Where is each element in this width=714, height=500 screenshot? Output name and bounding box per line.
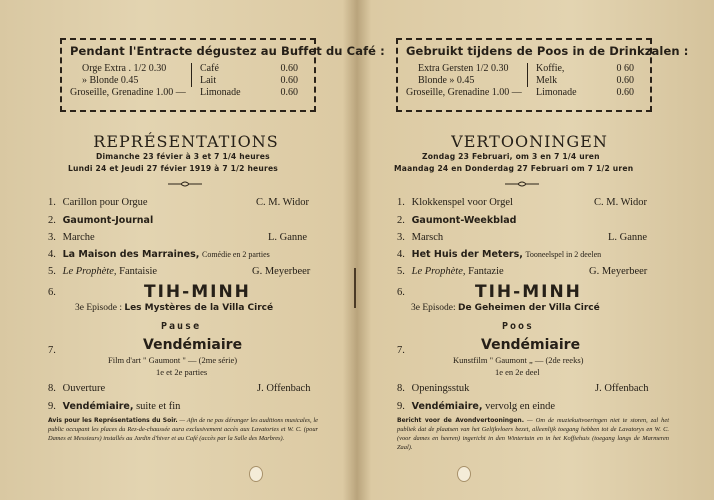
buffet-divider (527, 75, 528, 87)
item-number: 7. (397, 345, 405, 356)
program-item-8 (48, 383, 105, 394)
item-note: suite et fin (136, 401, 181, 412)
item-title: Le Prophète, (411, 266, 466, 277)
item-number: 1. (397, 197, 405, 208)
item-composer: C. M. Widor (256, 197, 310, 208)
item-number: 6. (48, 287, 56, 298)
item-number: 1. (48, 197, 56, 208)
item-composer: L. Ganne (268, 232, 308, 243)
item-number: 6. (397, 287, 405, 298)
episode-title: De Geheimen der Villa Circé (457, 303, 600, 313)
item-number: 9. (48, 401, 56, 412)
buffet-title: Pendant l'Entracte dégustez au Buffet du Café : (70, 44, 385, 58)
item-title: Carillon pour Orgue (62, 197, 148, 208)
item-title: Klokkenspel voor Orgel (411, 197, 513, 208)
date-line-2: Lundi 24 et Jeudi 27 févier 1919 à 7 1/2 heures (68, 164, 279, 173)
buffet-label: Lait (200, 75, 217, 86)
notice-heading: Avis pour les Représentations du Soir. (48, 417, 178, 424)
notice-text (48, 416, 318, 443)
program-item-4 (48, 249, 270, 260)
item-note: Fantazie (468, 266, 504, 277)
section-title: VERTOONINGEN (451, 132, 608, 151)
punch-hole (249, 466, 263, 482)
item-title: Gaumont-Weekblad (411, 215, 517, 226)
buffet-box (60, 38, 385, 112)
buffet-row (70, 87, 306, 99)
vendemiaire-parts: 1e et 2e parties (156, 367, 208, 377)
episode-line (411, 303, 600, 313)
program-item-1 (397, 197, 513, 208)
item-number: 3. (397, 232, 405, 243)
item-number: 4. (48, 249, 56, 260)
buffet-left: Groseille, Grenadine 1.00 — (406, 87, 522, 98)
buffet-price: 0.60 (280, 63, 298, 74)
program-item-8 (397, 383, 469, 394)
item-title: Vendémiaire, (62, 401, 134, 412)
intermission-label: Poos (502, 321, 535, 332)
buffet-price: 0.60 (280, 87, 298, 98)
buffet-row (406, 63, 642, 75)
vendemiaire-subtitle: Kunstfilm " Gaumont „ — (2de reeks) (453, 355, 584, 365)
item-note: vervolg en einde (485, 401, 556, 412)
item-number: 4. (397, 249, 405, 260)
program-item-3 (397, 232, 443, 243)
buffet-label: Koffie, (536, 63, 565, 74)
item-composer: J. Offenbach (595, 383, 649, 394)
item-number: 2. (397, 215, 405, 226)
buffet-left: Blonde » 0.45 (418, 75, 475, 86)
vendemiaire-title: Vendémiaire (143, 337, 243, 353)
item-note: Comédie en 2 parties (201, 250, 270, 259)
program-item-4 (397, 249, 601, 260)
item-title: Gaumont-Journal (62, 215, 154, 226)
item-number: 7. (48, 345, 56, 356)
buffet-row (406, 75, 642, 87)
program-item-5 (48, 266, 157, 277)
buffet-left: » Blonde 0.45 (82, 75, 139, 86)
buffet-row (406, 87, 642, 99)
item-title: Het Huis der Meters, (411, 249, 523, 260)
episode-prefix: 3e Episode : (75, 303, 122, 313)
item-title: Openingsstuk (411, 383, 470, 394)
buffet-title: Gebruikt tijdens de Poos in de Drinkzalen : (406, 44, 689, 58)
item-composer: C. M. Widor (594, 197, 648, 208)
item-number: 2. (48, 215, 56, 226)
item-title: Ouverture (62, 383, 106, 394)
buffet-price: 0.60 (616, 75, 634, 86)
punch-hole (457, 466, 471, 482)
episode-title: Les Mystères de la Villa Circé (124, 303, 274, 313)
buffet-divider (191, 75, 192, 87)
vendemiaire-title: Vendémiaire (481, 337, 581, 353)
item-title: La Maison des Marraines, (62, 249, 200, 260)
program-item-5 (397, 266, 504, 277)
episode-line (75, 303, 273, 313)
vendemiaire-parts: 1e en 2e deel (495, 367, 540, 377)
binding-fold (354, 268, 356, 308)
item-composer: G. Meyerbeer (589, 266, 648, 277)
item-number: 9. (397, 401, 405, 412)
intermission-label: Pause (161, 321, 202, 332)
ornament-divider (505, 181, 539, 187)
buffet-row (70, 75, 306, 87)
buffet-label: Limonade (536, 87, 577, 98)
section-title: REPRÉSENTATIONS (93, 132, 279, 151)
right-page (357, 0, 714, 500)
buffet-price: 0.60 (616, 87, 634, 98)
item-number: 3. (48, 232, 56, 243)
date-line-1: Dimanche 23 févier à 3 et 7 1/4 heures (96, 152, 270, 161)
buffet-label: Limonade (200, 87, 241, 98)
item-composer: J. Offenbach (257, 383, 311, 394)
item-title: Marsch (411, 232, 444, 243)
program-item-9 (48, 401, 180, 412)
buffet-left: Orge Extra . 1/2 0.30 (82, 63, 167, 74)
item-composer: L. Ganne (608, 232, 648, 243)
buffet-divider (527, 63, 528, 75)
notice-text (397, 416, 669, 452)
notice-body: — Afin de ne pas déranger les auditions musicales, le public occupant les places du Rez-de-chaussée aura exclusivement accès aux Lavatories et W. C. (pour Dames et Messieurs) installés au Jardin d'hiver et au Café (accès par la Salle des Marbres). (48, 417, 318, 442)
date-line-2: Maandag 24 en Donderdag 27 Februari om 7 1/2 uren (394, 164, 634, 173)
buffet-divider (191, 63, 192, 75)
program-item-9 (397, 401, 555, 412)
item-number: 5. (48, 266, 56, 277)
buffet-price: 0.60 (280, 75, 298, 86)
buffet-row (70, 63, 306, 75)
film-title: TIH-MINH (144, 282, 251, 302)
program-item-2 (48, 215, 153, 226)
episode-prefix: 3e Episode: (411, 303, 456, 313)
notice-body: — Om de muziekuitvoeringen niet te storen, zal het publiek dat de plaatsen van het Gelijkvloers bezet, alleenlijk toegang hebben tot de Lavatorys en W. C. (voor dames en heeren) ingericht in den Wintertuin en in het Koffiehuis (toegang langs de Marmeren Zaal). (397, 417, 669, 451)
buffet-label: Café (200, 63, 219, 74)
date-line-1: Zondag 23 Februari, om 3 en 7 1/4 uren (422, 152, 600, 161)
buffet-left: Extra Gersten 1/2 0.30 (418, 63, 509, 74)
program-item-1 (48, 197, 148, 208)
program-item-3 (48, 232, 95, 243)
buffet-label: Melk (536, 75, 558, 86)
item-note: Tooneelspel in 2 deelen (525, 250, 602, 259)
buffet-left: Groseille, Grenadine 1.00 — (70, 87, 186, 98)
item-title: Le Prophète, (62, 266, 117, 277)
notice-heading: Bericht voor de Avondvertooningen. (397, 417, 524, 424)
ornament-divider (168, 181, 202, 187)
buffet-price: 0 60 (616, 63, 634, 74)
item-title: Marche (62, 232, 95, 243)
item-number: 8. (397, 383, 405, 394)
program-item-2 (397, 215, 516, 226)
item-title: Vendémiaire, (411, 401, 483, 412)
buffet-box (396, 38, 689, 112)
item-note: Fantaisie (119, 266, 158, 277)
film-title: TIH-MINH (475, 282, 582, 302)
item-composer: G. Meyerbeer (252, 266, 311, 277)
vendemiaire-subtitle: Film d'art " Gaumont " — (2me série) (108, 355, 238, 365)
item-number: 8. (48, 383, 56, 394)
item-number: 5. (397, 266, 405, 277)
